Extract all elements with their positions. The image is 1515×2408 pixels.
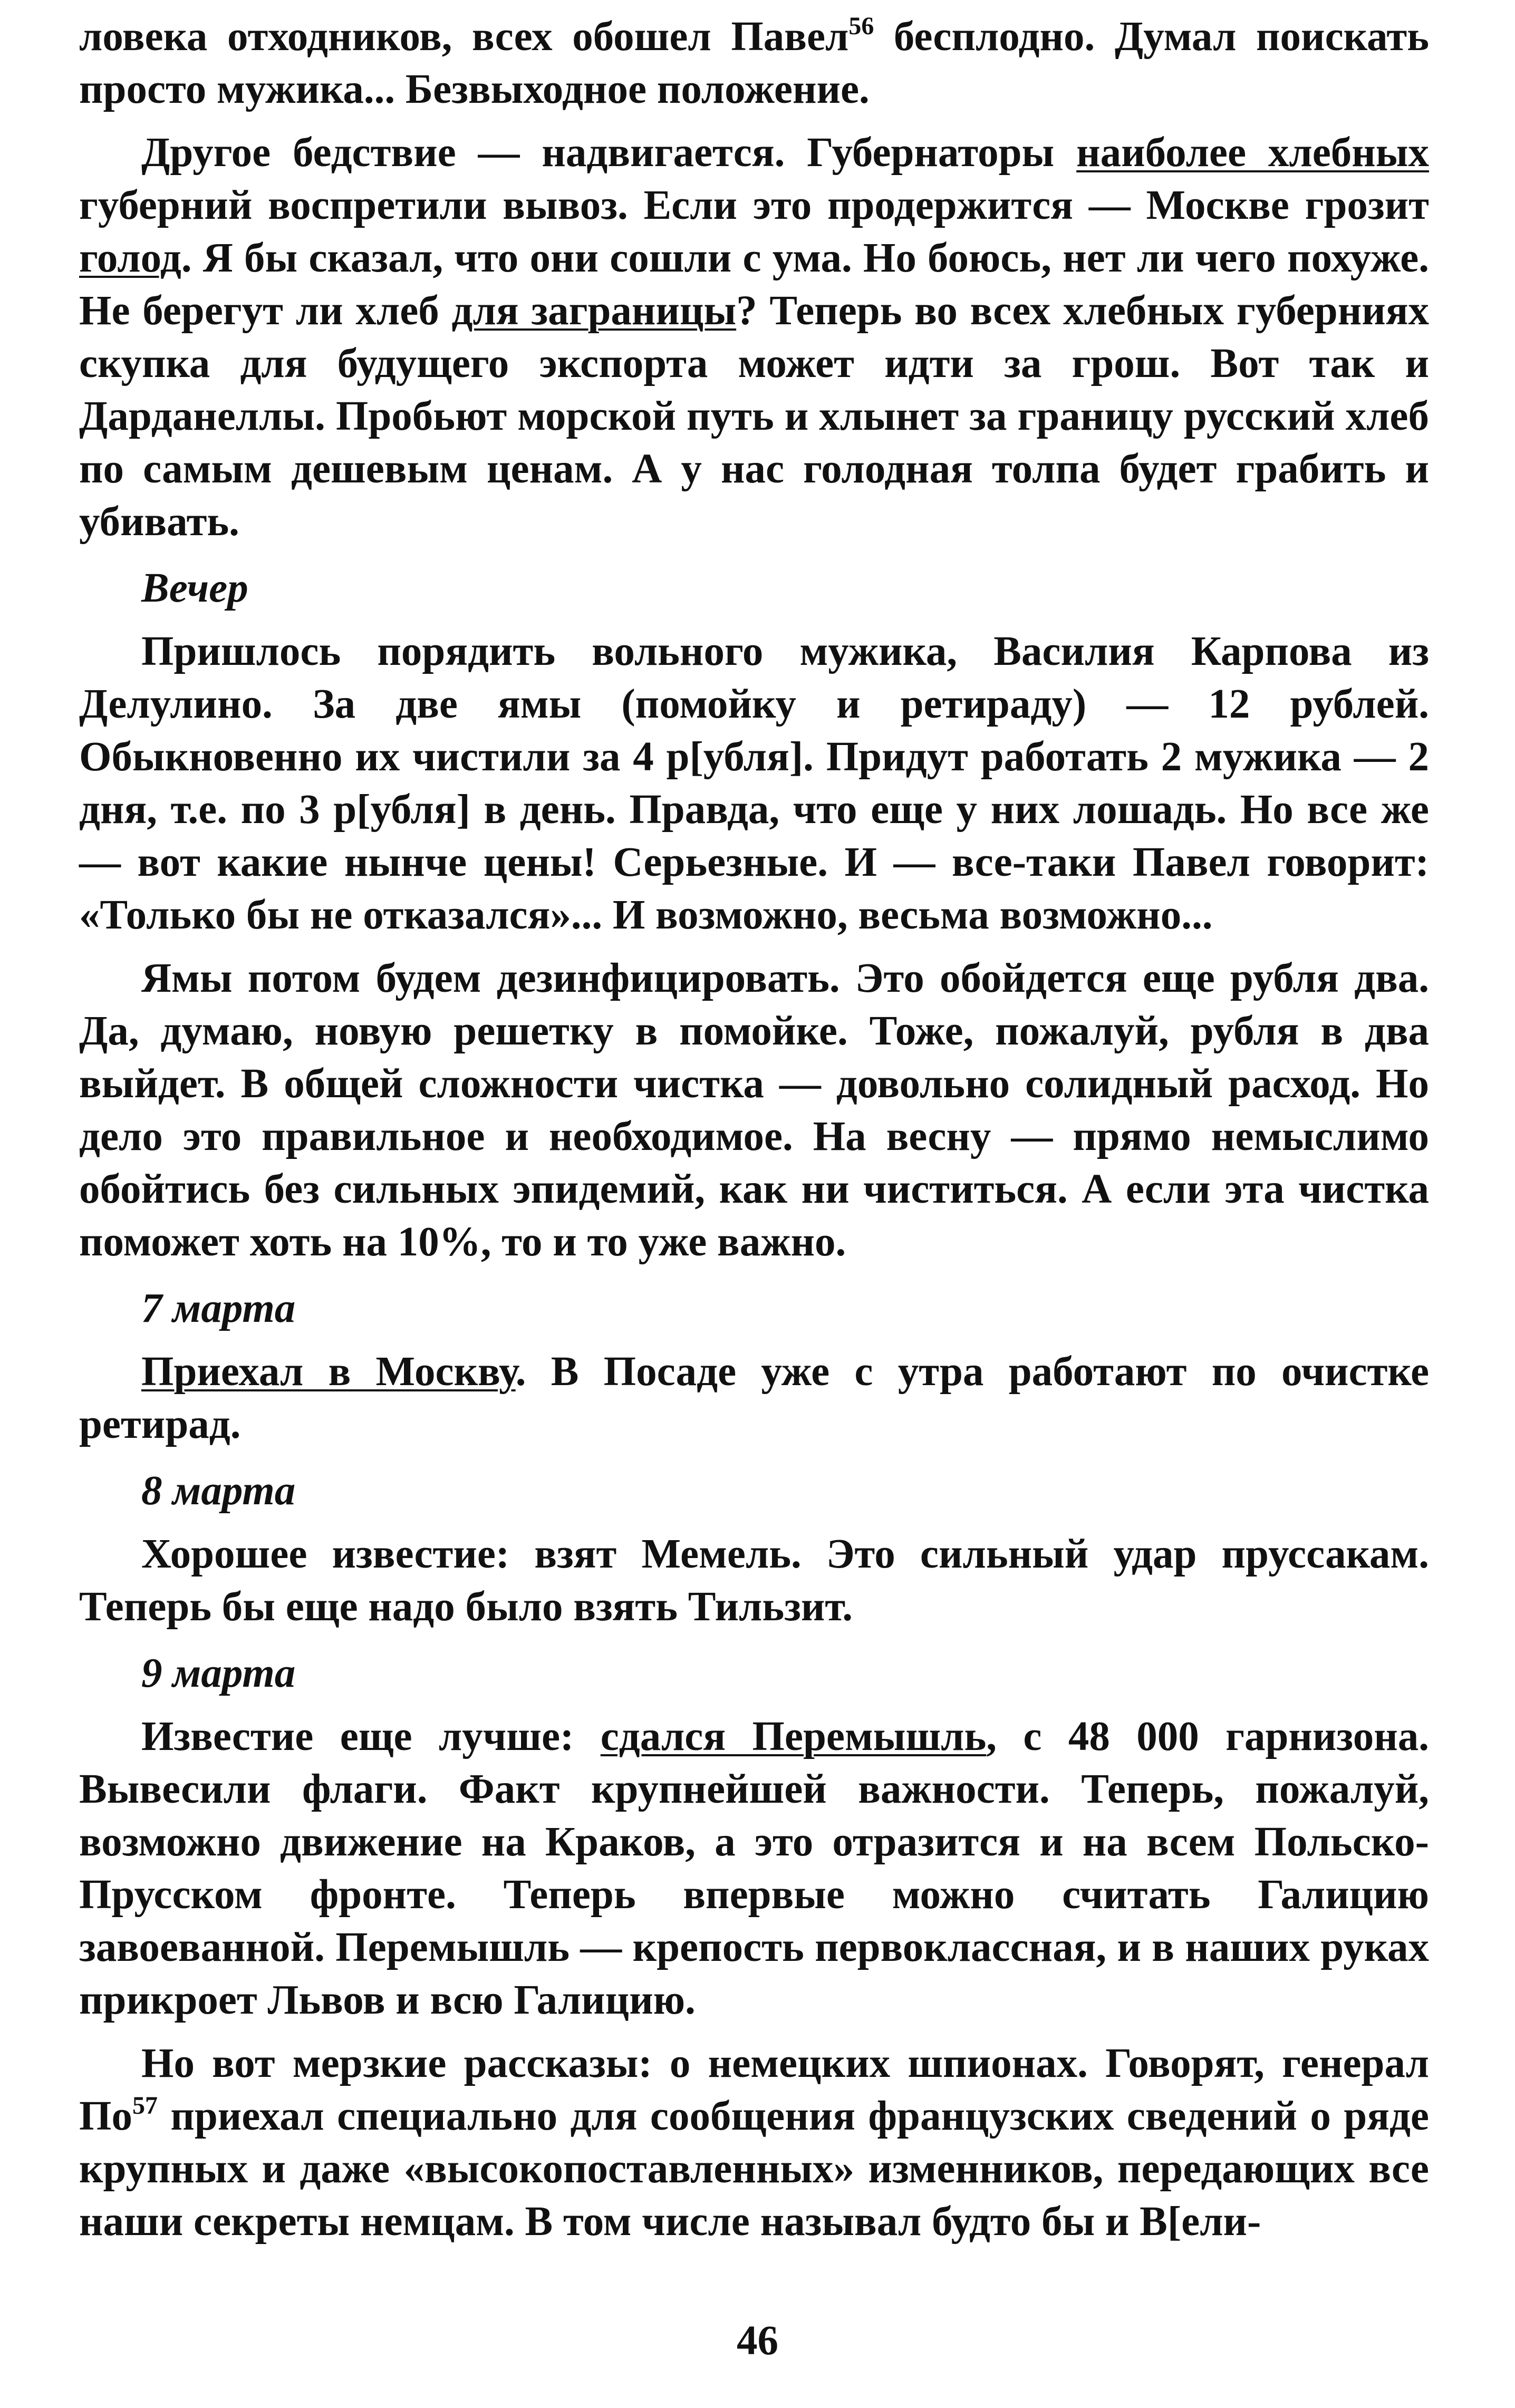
page-number: 46 [737,2318,778,2364]
text-run: ? Теперь во всех хлебных губерниях скупка для будущего экспорта может идти за грош. Вот так и Дарданеллы. Пробьют морской путь и хлынет за границу русский хлеб по самым дешевым ценам. А у нас голодная толпа будет грабить и убивать. [79,288,1429,545]
underlined-text: голод [79,235,181,281]
text-run: бесплодно. Думал поискать просто мужика... Безвыходное положение. [79,14,1429,112]
footnote-marker: 56 [848,12,874,40]
entry-date-march-9: 9 марта [141,1650,296,1696]
paragraph [79,127,1429,548]
paragraph: Пришлось порядить вольного мужика, Василия Карпова из Делулино. За две ямы (помойку и ретираду) — 12 рублей. Обыкновенно их чистили за 4 р[убля]. Придут работать 2 мужика — 2 дня, т.е. по 3 р[убля] в день. Правда, что еще у них лошадь. Но все же — вот какие нынче цены! Серьезные. И — все-таки Павел говорит: «Только бы не отказался»... И возможно, весьма возможно... [79,628,1429,938]
text-run: приехал специально для сообщения французских сведений о ряде крупных и даже «высокопоставленных» изменников, передающих все наши секреты немцам. В том числе называл будто бы и В[ели- [79,2093,1429,2245]
footnote-marker: 57 [132,2092,158,2120]
underlined-text: Приехал в Москву [141,1349,516,1395]
text-run: . Я бы сказал, что они сошли с ума. Но боюсь, нет ли чего похуже. Не берегут ли хлеб [79,235,1429,334]
text-run: Известие еще лучше: [141,1714,601,1759]
text-run: . В Посаде уже с утра работают по очистке ретирад. [79,1349,1430,1447]
paragraph: Хорошее известие: взят Мемель. Это сильный удар пруссакам. Теперь бы еще надо было взять Тильзит. [79,1531,1429,1630]
entry-date-march-8: 8 марта [141,1468,296,1514]
entry-heading-evening: Вечер [141,565,248,611]
entry-date-march-7: 7 марта [141,1285,296,1331]
paragraph [79,2037,1429,2248]
page-body [79,11,1429,2259]
paragraph: Ямы потом будем дезинфицировать. Это обойдется еще рубля два. Да, думаю, новую решетку в помойке. Тоже, пожалуй, рубля в два выйдет. В общей сложности чистка — довольно солидный расход. Но дело это правильное и необходимое. На весну — прямо немыслимо обойтись без сильных эпидемий, как ни чиститься. А если эта чистка поможет хоть на 10%, то и то уже важно. [79,955,1429,1265]
text-run: губерний воспретили вывоз. Если это продержится — Москве грозит [79,182,1429,228]
paragraph [79,1710,1429,2027]
underlined-text: наиболее хлебных [1076,130,1429,176]
underlined-text: для заграницы [451,288,737,334]
paragraph-continued [79,11,1429,116]
paragraph [79,1346,1429,1451]
text-run: , с 48 000 гарнизона. Вывесили флаги. Факт крупнейшей важности. Теперь, пожалуй, возможно движение на Краков, а это отразится и на всем Польско-Прусском фронте. Теперь впервые можно считать Галицию завоеванной. Перемышль — крепость первоклассная, и в наших руках прикроет Львов и всю Галицию. [79,1714,1429,2023]
text-run: Но вот мерзкие рассказы: о немецких шпионах. Говорят, генерал По [79,2040,1429,2139]
text-run: ловека отходников, всех обошел Павел [79,14,849,60]
underlined-text: сдался Перемышль [600,1714,987,1759]
text-run: Другое бедствие — надвигается. Губернаторы [141,130,1077,176]
